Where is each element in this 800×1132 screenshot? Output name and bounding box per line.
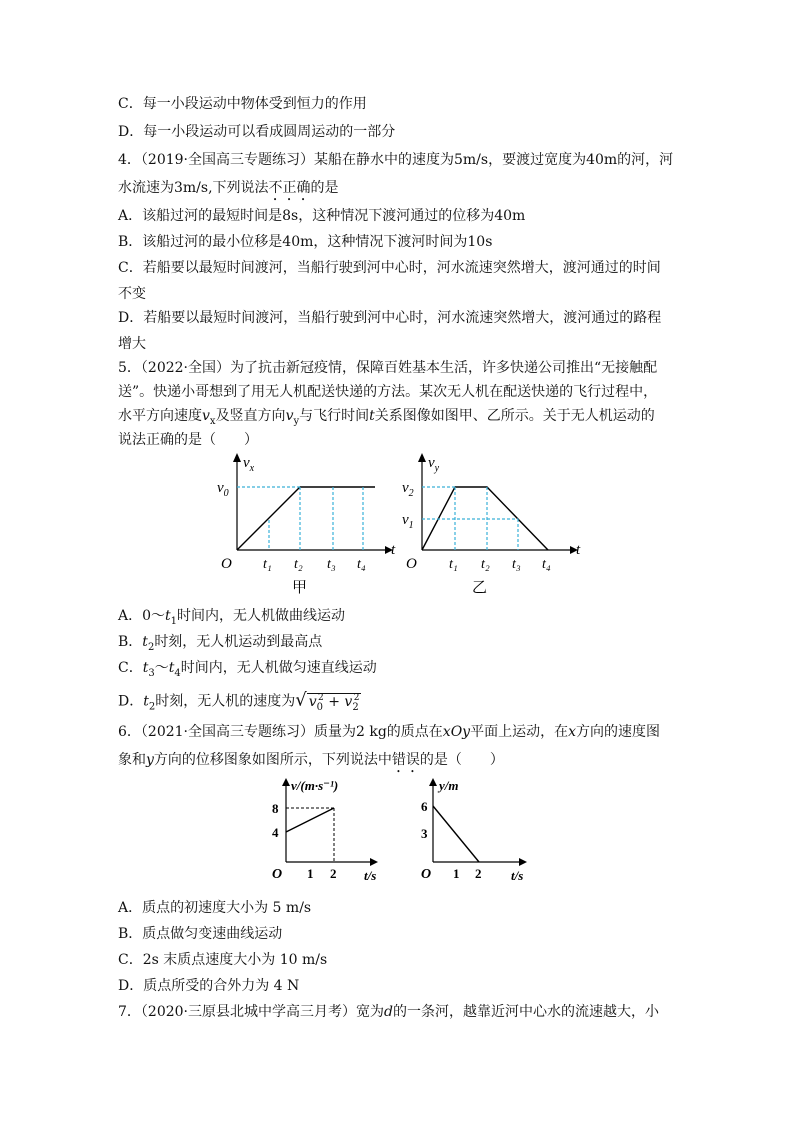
y-arrow: [233, 453, 241, 462]
svg-text:4: 4: [272, 825, 279, 840]
tick-t4: t₄: [357, 557, 366, 572]
v-line: [286, 808, 334, 832]
svg-text:t/s: t/s: [364, 868, 377, 883]
svg-text:O: O: [421, 867, 432, 882]
tick-t2: t₂: [294, 557, 303, 572]
tick-t1: t₁: [263, 557, 272, 572]
t-label: t: [391, 542, 396, 558]
q6-stem-2: 象和y方向的位移图象如图所示，下列说法中错误的是（ ）: [118, 752, 504, 768]
figure-6-right: [415, 778, 545, 888]
svg-text:y/m: y/m: [439, 778, 459, 793]
ylabel: $v_x$: [243, 455, 255, 474]
q4-option-a: A．该船过河的最短时间是8s，这种情况下渡河通过的位移为40m: [118, 208, 526, 224]
svg-text:6: 6: [421, 799, 428, 814]
svg-text:8: 8: [272, 801, 279, 816]
origin: O: [221, 556, 232, 572]
q7-stem-1: 7．（2020·三原县北城中学高三月考）宽为d的一条河，越靠近河中心水的流速越大，小: [118, 1004, 659, 1020]
figure-6-left: [260, 778, 400, 888]
option-d-prev: D．每一小段运动可以看成圆周运动的一部分: [118, 124, 396, 140]
vx-line: [237, 487, 375, 550]
q5-option-b: B．$t_2$时刻，无人机运动到最高点: [118, 634, 323, 653]
q4-stem-2: 水流速为3m/s,下列说法不正确的是: [118, 180, 339, 196]
q4-emphasis: 不正确: [268, 180, 311, 196]
q4-option-d-1: D．若船要以最短时间渡河，当船行驶到河中心时，河水流速突然增大，渡河通过的路程: [118, 310, 662, 326]
q6-option-c: C．2s 末质点速度大小为 10 m/s: [118, 952, 328, 968]
q6-option-b: B．质点做匀变速曲线运动: [118, 926, 283, 942]
q5-stem-2: 送”。快递小哥想到了用无人机配送快递的方法。某次无人机在配送快递的飞行过程中，: [118, 384, 658, 400]
svg-text:t₁: t₁: [449, 557, 458, 572]
tick-t3: t₃: [327, 557, 336, 572]
q4-option-c-1: C．若船要以最短时间渡河，当船行驶到河中心时，河水流速突然增大，渡河通过的时间: [118, 260, 661, 276]
q5-stem-3: 水平方向速度$v_x$及竖直方向$v_y$与飞行时间t关系图像如图甲、乙所示。关于无人机运动的: [118, 408, 655, 427]
q4-option-b: B．该船过河的最小位移是40m，这种情况下渡河时间为10s: [118, 234, 493, 250]
q6-option-a: A．质点的初速度大小为 5 m/s: [118, 900, 312, 916]
option-c-prev: C．每一小段运动中物体受到恒力的作用: [118, 96, 367, 112]
svg-text:乙: 乙: [472, 580, 488, 596]
svg-text:O: O: [272, 867, 283, 882]
figure-5-right: [400, 450, 590, 600]
svg-text:v/(m·s⁻¹): v/(m·s⁻¹): [291, 778, 339, 793]
q5-option-c: C．$t_3\sim t_4$时间内，无人机做匀速直线运动: [118, 660, 377, 679]
y-line: [433, 806, 479, 862]
svg-text:t₄: t₄: [542, 557, 551, 572]
svg-text:t/s: t/s: [511, 868, 524, 883]
q4-stem-1: 4．（2019·全国高三专题练习）某船在静水中的速度为5m/s，要渡过宽度为40m的河，河: [118, 152, 674, 168]
q6-stem-1: 6．（2021·全国高三专题练习）质量为2 kg的质点在xOy平面上运动，在x方向的速度图: [118, 724, 660, 740]
q6-option-d: D．质点所受的合外力为 4 N: [118, 978, 300, 994]
svg-text:t₃: t₃: [512, 557, 521, 572]
svg-text:1: 1: [307, 866, 314, 881]
svg-text:3: 3: [421, 826, 428, 841]
svg-text:vy: $v_y$: [428, 455, 440, 474]
svg-text:O: O: [406, 556, 417, 572]
q5-stem-1: 5．（2022·全国）为了抗击新冠疫情，保障百姓基本生活，许多快递公司推出“无接触配: [118, 360, 658, 376]
q5-option-a: A．$0\sim t_1$时间内，无人机做曲线运动: [118, 608, 346, 627]
caption: 甲: [292, 580, 308, 596]
q5-stem-4: 说法正确的是（ ）: [118, 432, 258, 448]
q5-option-d: D．$t_2$时刻，无人机的速度为√ $v_0^2 + v_2^2$: [118, 689, 360, 713]
q4-option-c-2: 不变: [118, 286, 146, 302]
q4-option-d-2: 增大: [118, 336, 146, 352]
svg-text:v2: $v_2$: [402, 480, 414, 499]
svg-text:2: 2: [330, 866, 337, 881]
figure-5-left: [215, 450, 405, 600]
svg-text:t₂: t₂: [481, 557, 490, 572]
svg-text:v1: $v_1$: [402, 512, 414, 531]
svg-text:1: 1: [453, 866, 460, 881]
v0-label: $v_0$: [217, 480, 229, 499]
svg-text:t: t: [576, 542, 581, 558]
svg-text:2: 2: [475, 866, 482, 881]
